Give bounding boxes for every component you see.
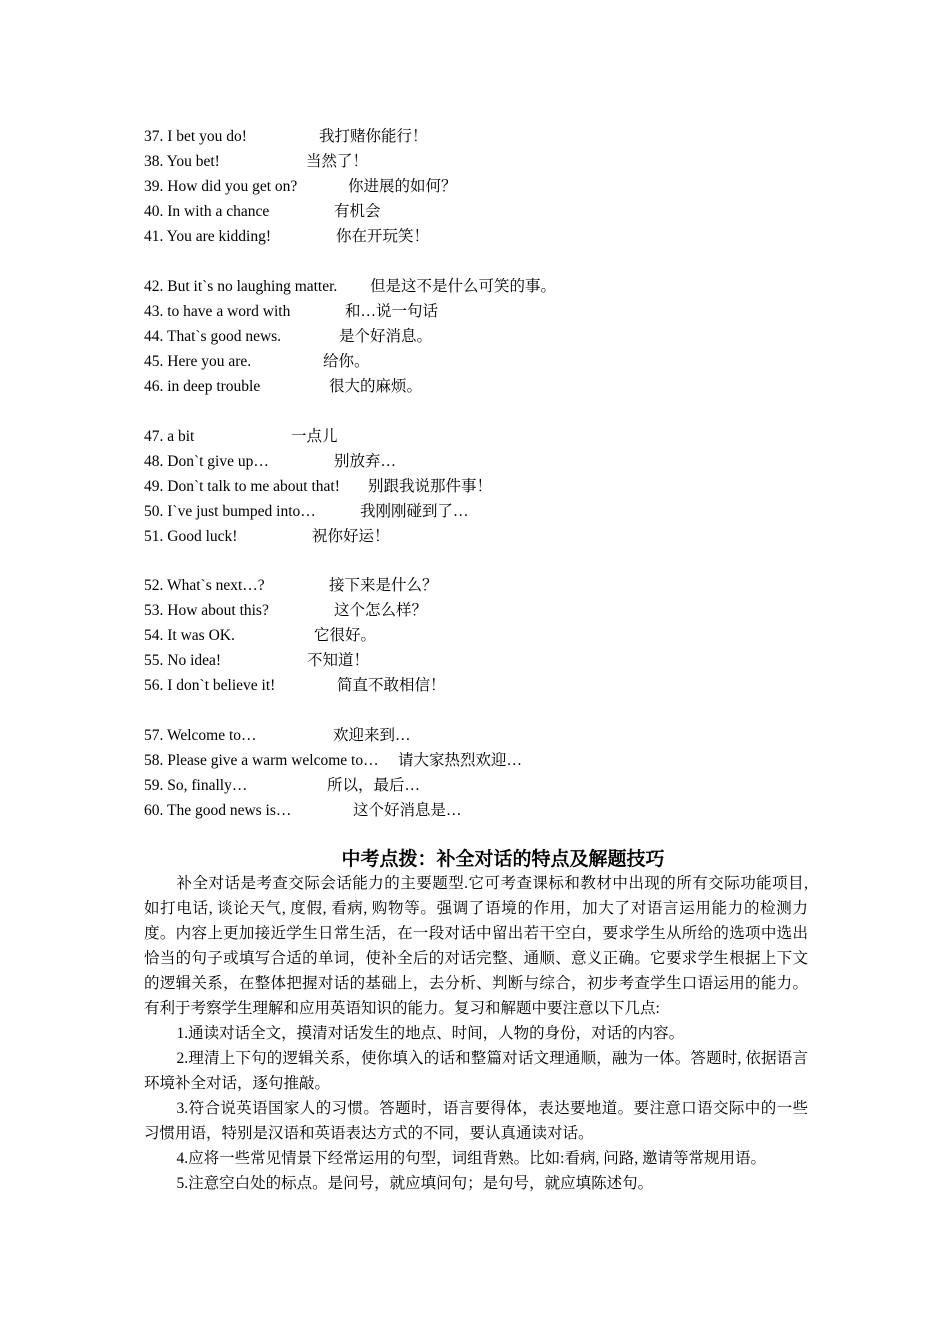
phrase-chinese: 接下来是什么？ xyxy=(329,577,438,595)
phrase-english: 45. Here you are. xyxy=(144,352,252,370)
phrase-row xyxy=(144,449,824,474)
phrase-chinese: 当然了！ xyxy=(306,153,369,170)
intro-paragraph: 补全对话是考查交际会话能力的主要题型.它可考查课标和教材中出现的所有交际功能项目, 如打电话, 谈论天气, 度假, 看病, 购物等。强调了语境的作用，加大了对语言运用能力的检测力度。内容上更加接近学生日常生活，在一段对话中留出若干空白，要求学生从所给的选项中选出恰当的句子或填写合适的单词，使补全后的对话完整、通顺、意义正确。它要求学生根据上下文的逻辑关系，在整体把握对话的基础上，去分析、判断与综合，初步考查学生口语运用的能力。有利于考察学生理解和应用英语知识的能力。复习和解题中要注意以下几点: xyxy=(144,875,808,1017)
phrase-chinese: 我刚刚碰到了… xyxy=(360,502,469,520)
phrase-chinese: 是个好消息。 xyxy=(339,327,433,345)
phrase-row xyxy=(144,224,824,249)
phrase-chinese: 别放弃… xyxy=(334,452,397,470)
phrase-chinese: 很大的麻烦。 xyxy=(329,377,423,395)
phrase-row xyxy=(144,773,824,798)
phrase-chinese: 你在开玩笑！ xyxy=(336,228,430,245)
section-title: 中考点拨：补全对话的特点及解题技巧 xyxy=(341,848,665,870)
phrase-chinese: 所以，最后… xyxy=(327,777,421,795)
phrase-row xyxy=(144,748,824,773)
phrase-english: 46. in deep trouble xyxy=(144,377,261,395)
phrase-row xyxy=(144,424,824,449)
phrase-row xyxy=(144,673,824,698)
phrase-english: 53. How about this? xyxy=(144,602,269,620)
phrase-row xyxy=(144,274,824,299)
phrase-english: 50. I`ve just bumped into… xyxy=(144,502,316,520)
phrase-english: 55. No idea! xyxy=(144,652,222,670)
phrase-row xyxy=(144,174,824,199)
phrase-english: 44. That`s good news. xyxy=(144,327,282,345)
spacer xyxy=(144,698,824,723)
phrase-chinese: 请大家热烈欢迎… xyxy=(398,752,523,770)
tip-paragraph: 4.应将一些常见情景下经常运用的句型，词组背熟。比如:看病, 问路, 邀请等常规用语。 xyxy=(176,1150,766,1167)
tip-paragraph: 1.通读对话全文，摸清对话发生的地点、时间，人物的身份，对话的内容。 xyxy=(176,1025,685,1042)
phrase-english: 48. Don`t give up… xyxy=(144,452,269,470)
phrase-english: 43. to have a word with xyxy=(144,302,291,320)
phrase-chinese: 但是这不是什么可笑的事。 xyxy=(370,277,557,295)
section-body xyxy=(144,871,808,1196)
phrase-english: 40. In with a chance xyxy=(144,203,270,220)
phrase-chinese: 和…说一句话 xyxy=(345,302,439,320)
phrase-english: 42. But it`s no laughing matter. xyxy=(144,277,338,295)
phrase-row xyxy=(144,199,824,224)
phrase-row xyxy=(144,299,824,324)
phrase-english: 39. How did you get on? xyxy=(144,178,298,195)
phrase-row xyxy=(144,524,824,549)
phrase-list xyxy=(144,124,824,823)
phrase-chinese: 它很好。 xyxy=(314,627,377,645)
phrase-chinese: 这个怎么样？ xyxy=(334,602,428,620)
phrase-row xyxy=(144,474,824,499)
phrase-english: 37. I bet you do! xyxy=(144,128,247,145)
phrase-chinese: 我打赌你能行！ xyxy=(319,128,428,145)
phrase-row xyxy=(144,648,824,673)
phrase-chinese: 一点儿 xyxy=(291,427,338,445)
phrase-chinese: 欢迎来到… xyxy=(333,727,411,745)
spacer xyxy=(144,549,824,574)
phrase-row xyxy=(144,324,824,349)
tip-paragraph: 3.符合说英语国家人的习惯。答题时，语言要得体，表达要地道。要注意口语交际中的一些习惯用语，特别是汉语和英语表达方式的不同，要认真通读对话。 xyxy=(144,1100,808,1142)
phrase-row xyxy=(144,798,824,823)
phrase-english: 59. So, finally… xyxy=(144,777,248,795)
phrase-chinese: 别跟我说那件事！ xyxy=(368,477,493,495)
phrase-row xyxy=(144,149,824,174)
phrase-row xyxy=(144,124,824,149)
phrase-english: 58. Please give a warm welcome to… xyxy=(144,752,379,770)
phrase-row xyxy=(144,623,824,648)
phrase-row xyxy=(144,374,824,399)
phrase-english: 49. Don`t talk to me about that! xyxy=(144,477,340,495)
phrase-english: 60. The good news is… xyxy=(144,802,292,820)
phrase-english: 51. Good luck! xyxy=(144,527,238,545)
phrase-chinese: 你进展的如何？ xyxy=(348,178,457,195)
tip-paragraph: 2.理清上下句的逻辑关系，使你填入的话和整篇对话文理通顺，融为一体。答题时, 依据语言环境补全对话，逐句推敲。 xyxy=(144,1050,808,1092)
phrase-chinese: 这个好消息是… xyxy=(353,802,462,820)
phrase-row xyxy=(144,573,824,598)
phrase-chinese: 不知道！ xyxy=(307,652,370,670)
spacer xyxy=(144,249,824,274)
phrase-english: 54. It was OK. xyxy=(144,627,235,645)
phrase-row xyxy=(144,723,824,748)
phrase-row xyxy=(144,598,824,623)
phrase-english: 57. Welcome to… xyxy=(144,727,257,745)
phrase-chinese: 有机会 xyxy=(334,203,381,220)
phrase-row xyxy=(144,349,824,374)
phrase-english: 52. What`s next…? xyxy=(144,577,265,595)
phrase-chinese: 简直不敢相信！ xyxy=(337,677,446,695)
phrase-chinese: 给你。 xyxy=(323,352,370,370)
phrase-chinese: 祝你好运！ xyxy=(312,527,390,545)
phrase-row xyxy=(144,499,824,524)
phrase-english: 38. You bet! xyxy=(144,153,220,170)
spacer xyxy=(144,399,824,424)
phrase-english: 41. You are kidding! xyxy=(144,228,272,245)
phrase-english: 56. I don`t believe it! xyxy=(144,677,276,695)
tip-paragraph: 5.注意空白处的标点。是问号，就应填问句；是句号，就应填陈述句。 xyxy=(176,1175,654,1192)
phrase-english: 47. a bit xyxy=(144,427,195,445)
